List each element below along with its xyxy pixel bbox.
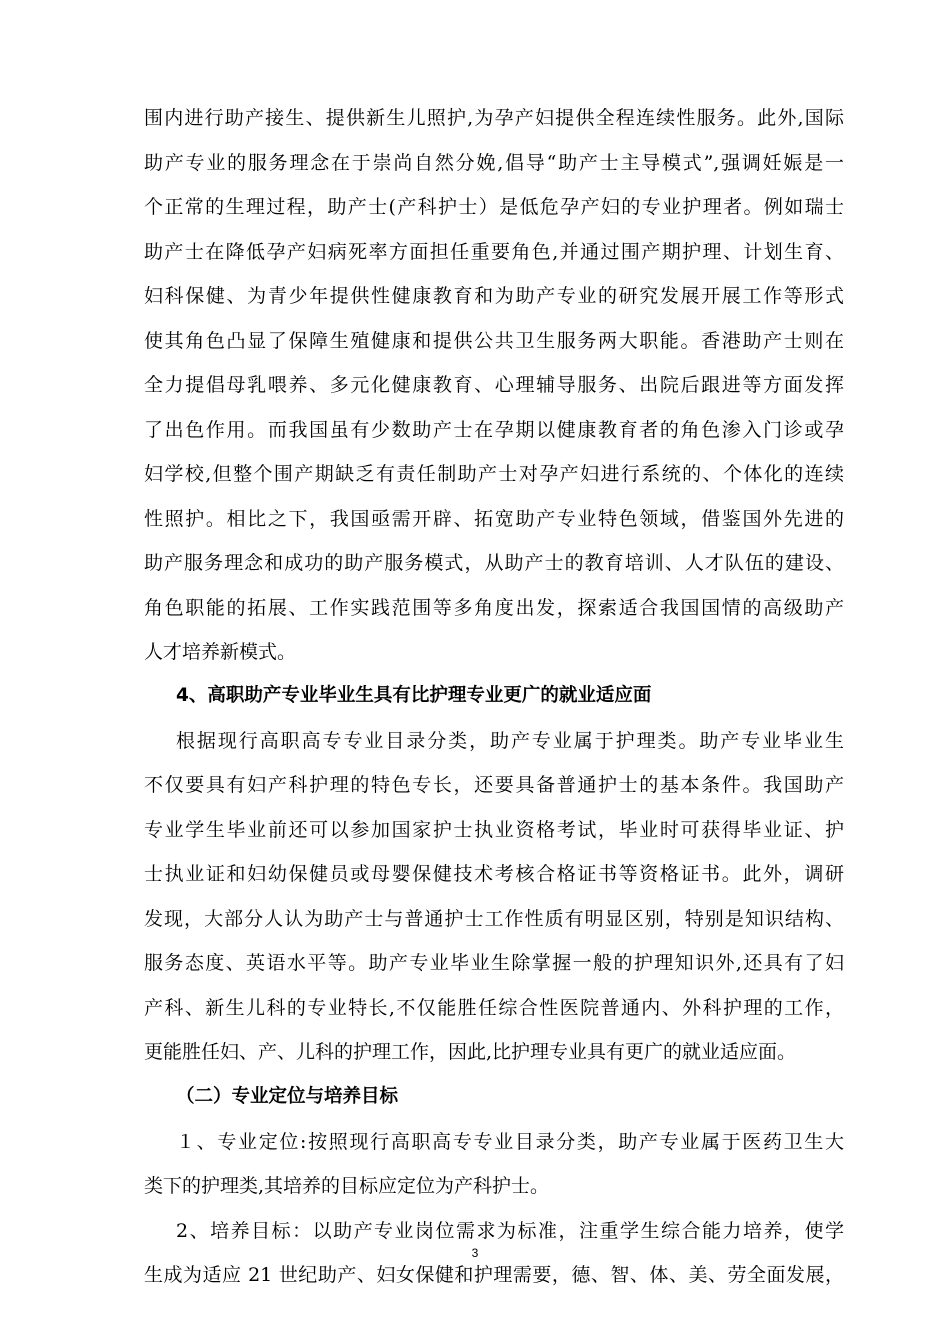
- text-line: 2、培养目标：以助产专业岗位需求为标准，注重学生综合能力培养，使学: [176, 1220, 844, 1242]
- text-line: 产科、新生儿科的专业特长,不仅能胜任综合性医院普通内、外科护理的工作，: [144, 997, 844, 1019]
- text-line: 妇学校,但整个围产期缺乏有责任制助产士对孕产妇进行系统的、个体化的连续: [144, 463, 844, 485]
- page-number: 3: [471, 1246, 479, 1260]
- section-heading: 4、高职助产专业毕业生具有比护理专业更广的就业适应面: [176, 685, 652, 706]
- text-line: 妇科保健、为青少年提供性健康教育和为助产专业的研究发展开展工作等形式: [144, 285, 844, 307]
- text-line: 服务态度、英语水平等。助产专业毕业生除掌握一般的护理知识外,还具有了妇: [144, 952, 844, 974]
- text-line: 个正常的生理过程，助产士(产科护士）是低危孕产妇的专业护理者。例如瑞士: [144, 196, 844, 218]
- text-line: 围内进行助产接生、提供新生儿照护,为孕产妇提供全程连续性服务。此外,国际: [144, 107, 844, 129]
- text-line: 生成为适应 21 世纪助产、妇女保健和护理需要，德、智、体、美、劳全面发展，: [144, 1264, 844, 1286]
- text-line: 专业学生毕业前还可以参加国家护士执业资格考试，毕业时可获得毕业证、护: [144, 819, 844, 841]
- text-line: １、专业定位:按照现行高职高专专业目录分类，助产专业属于医药卫生大: [176, 1131, 844, 1153]
- text-line: 使其角色凸显了保障生殖健康和提供公共卫生服务两大职能。香港助产士则在: [144, 330, 844, 352]
- text-line: 类下的护理类,其培养的目标应定位为产科护士。: [144, 1175, 550, 1197]
- text-line: 发现，大部分人认为助产士与普通护士工作性质有明显区别，特别是知识结构、: [144, 908, 844, 930]
- text-line: 人才培养新模式。: [144, 641, 297, 663]
- text-line: 性照护。相比之下，我国亟需开辟、拓宽助产专业特色领域，借鉴国外先进的: [144, 508, 844, 530]
- text-line: 助产专业的服务理念在于崇尚自然分娩,倡导“助产士主导模式”,强调妊娠是一: [144, 152, 844, 174]
- text-line: 角色职能的拓展、工作实践范围等多角度出发，探索适合我国国情的高级助产: [144, 597, 844, 619]
- text-line: 士执业证和妇幼保健员或母婴保健技术考核合格证书等资格证书。此外，调研: [144, 863, 844, 885]
- text-line: 不仅要具有妇产科护理的特色专长，还要具备普通护士的基本条件。我国助产: [144, 774, 844, 796]
- text-line: 助产士在降低孕产妇病死率方面担任重要角色,并通过围产期护理、计划生育、: [144, 241, 844, 263]
- text-line: 更能胜任妇、产、儿科的护理工作，因此,比护理专业具有更广的就业适应面。: [144, 1041, 797, 1063]
- subsection-heading: （二）专业定位与培养目标: [176, 1086, 399, 1107]
- text-line: 根据现行高职高专专业目录分类，助产专业属于护理类。助产专业毕业生: [176, 730, 844, 752]
- text-line: 全力提倡母乳喂养、多元化健康教育、心理辅导服务、出院后跟进等方面发挥: [144, 374, 844, 396]
- text-line: 了出色作用。而我国虽有少数助产士在孕期以健康教育者的角色渗入门诊或孕: [144, 419, 844, 441]
- text-line: 助产服务理念和成功的助产服务模式，从助产士的教育培训、人才队伍的建设、: [144, 552, 844, 574]
